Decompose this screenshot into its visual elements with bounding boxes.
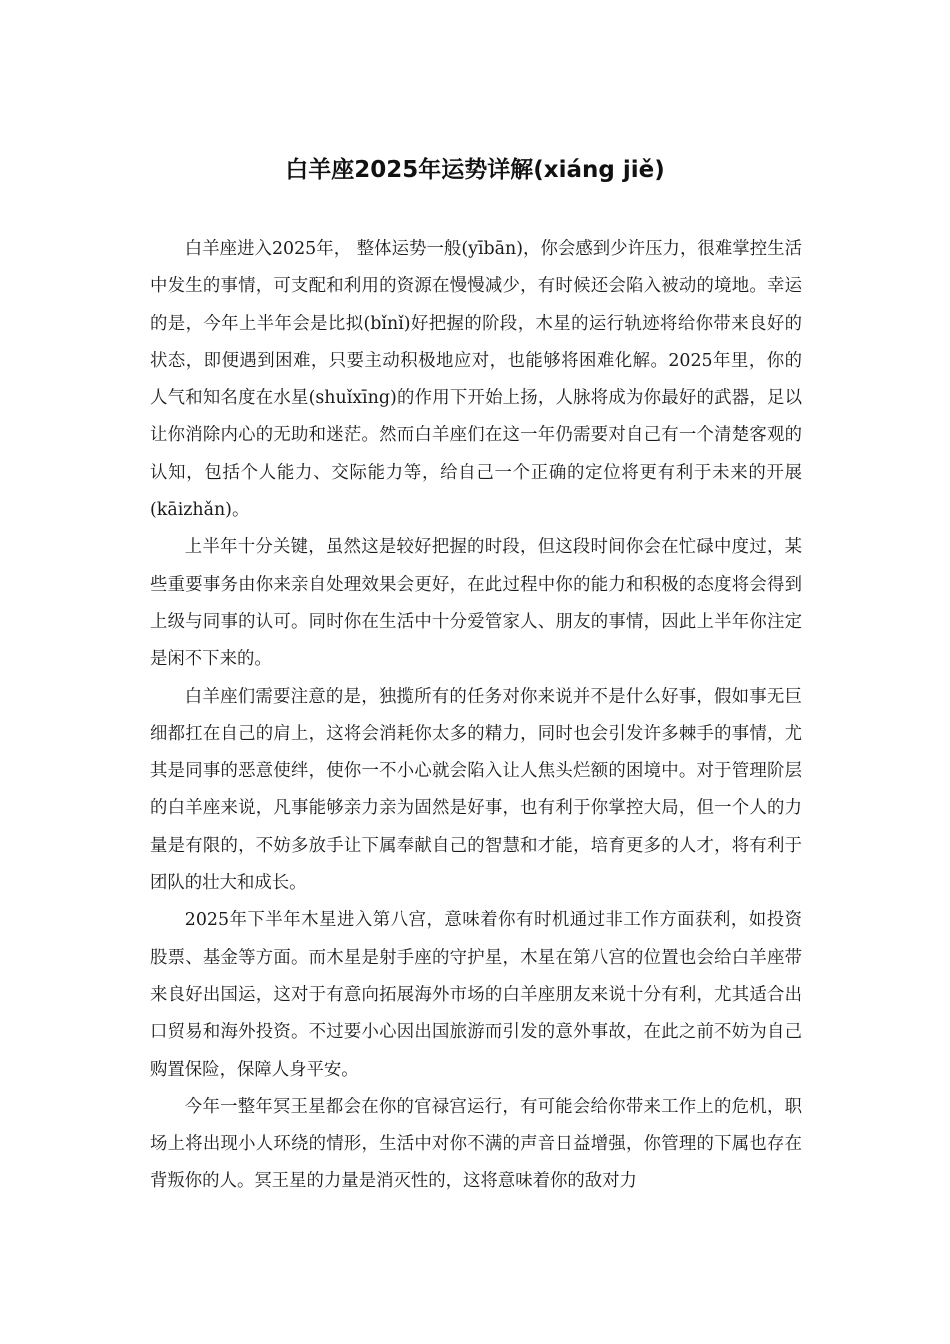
paragraph: 今年一整年冥王星都会在你的官禄宫运行，有可能会给你带来工作上的危机，职场上将出现小人环绕的情形，生活中对你不满的声音日益增强，你管理的下属也存在背叛你的人。冥王星的力量是消灭性的，这将意味着你的敌对力 xyxy=(150,1096,802,1192)
paragraph: 白羊座进入2025年， 整体运势一般(yībān)，你会感到少许压力，很难掌控生活中发生的事情，可支配和利用的资源在慢慢减少，有时候还会陷入被动的境地。幸运的是，今年上半年会是比拟(bǐnǐ)好把握的阶段，木星的运行轨迹将给你带来良好的状态，即便遇到困难，只要主动积极地应对，也能够将困难化解。2025年里，你的人气和知名度在水星(shuǐxīng)的作用下开始上扬，人脉将成为你最好的武器，足以让你消除内心的无助和迷茫。然而白羊座们在这一年仍需要对自己有一个清楚客观的认知，包括个人能力、交际能力等，给自己一个正确的定位将更有利于未来的开展(kāizhǎn)。 xyxy=(150,239,802,521)
document-title: 白羊座2025年运势详解(xiáng jiě) xyxy=(285,157,665,183)
paragraph: 2025年下半年木星进入第八宫，意味着你有时机通过非工作方面获利，如投资股票、基金等方面。而木星是射手座的守护星，木星在第八宫的位置也会给白羊座带来良好出国运，这对于有意向拓展海外市场的白羊座朋友来说十分有利，尤其适合出口贸易和海外投资。不过要小心因出国旅游而引发的意外事故，在此之前不妨为自己购置保险，保障人身平安。 xyxy=(150,910,802,1080)
paragraph: 白羊座们需要注意的是，独揽所有的任务对你来说并不是什么好事，假如事无巨细都扛在自己的肩上，这将会消耗你太多的精力，同时也会引发许多棘手的事情，尤其是同事的恶意使绊，使你一不小心就会陷入让人焦头烂额的困境中。对于管理阶层的白羊座来说，凡事能够亲力亲为固然是好事，也有利于你掌控大局，但一个人的力量是有限的，不妨多放手让下属奉献自己的智慧和才能，培育更多的人才，将有利于团队的壮大和成长。 xyxy=(150,686,802,894)
document-body xyxy=(150,231,802,1201)
paragraph: 上半年十分关键，虽然这是较好把握的时段，但这段时间你会在忙碌中度过，某些重要事务由你来亲自处理效果会更好，在此过程中你的能力和积极的态度将会得到上级与同事的认可。同时你在生活中十分爱管家人、朋友的事情，因此上半年你注定是闲不下来的。 xyxy=(150,537,802,670)
